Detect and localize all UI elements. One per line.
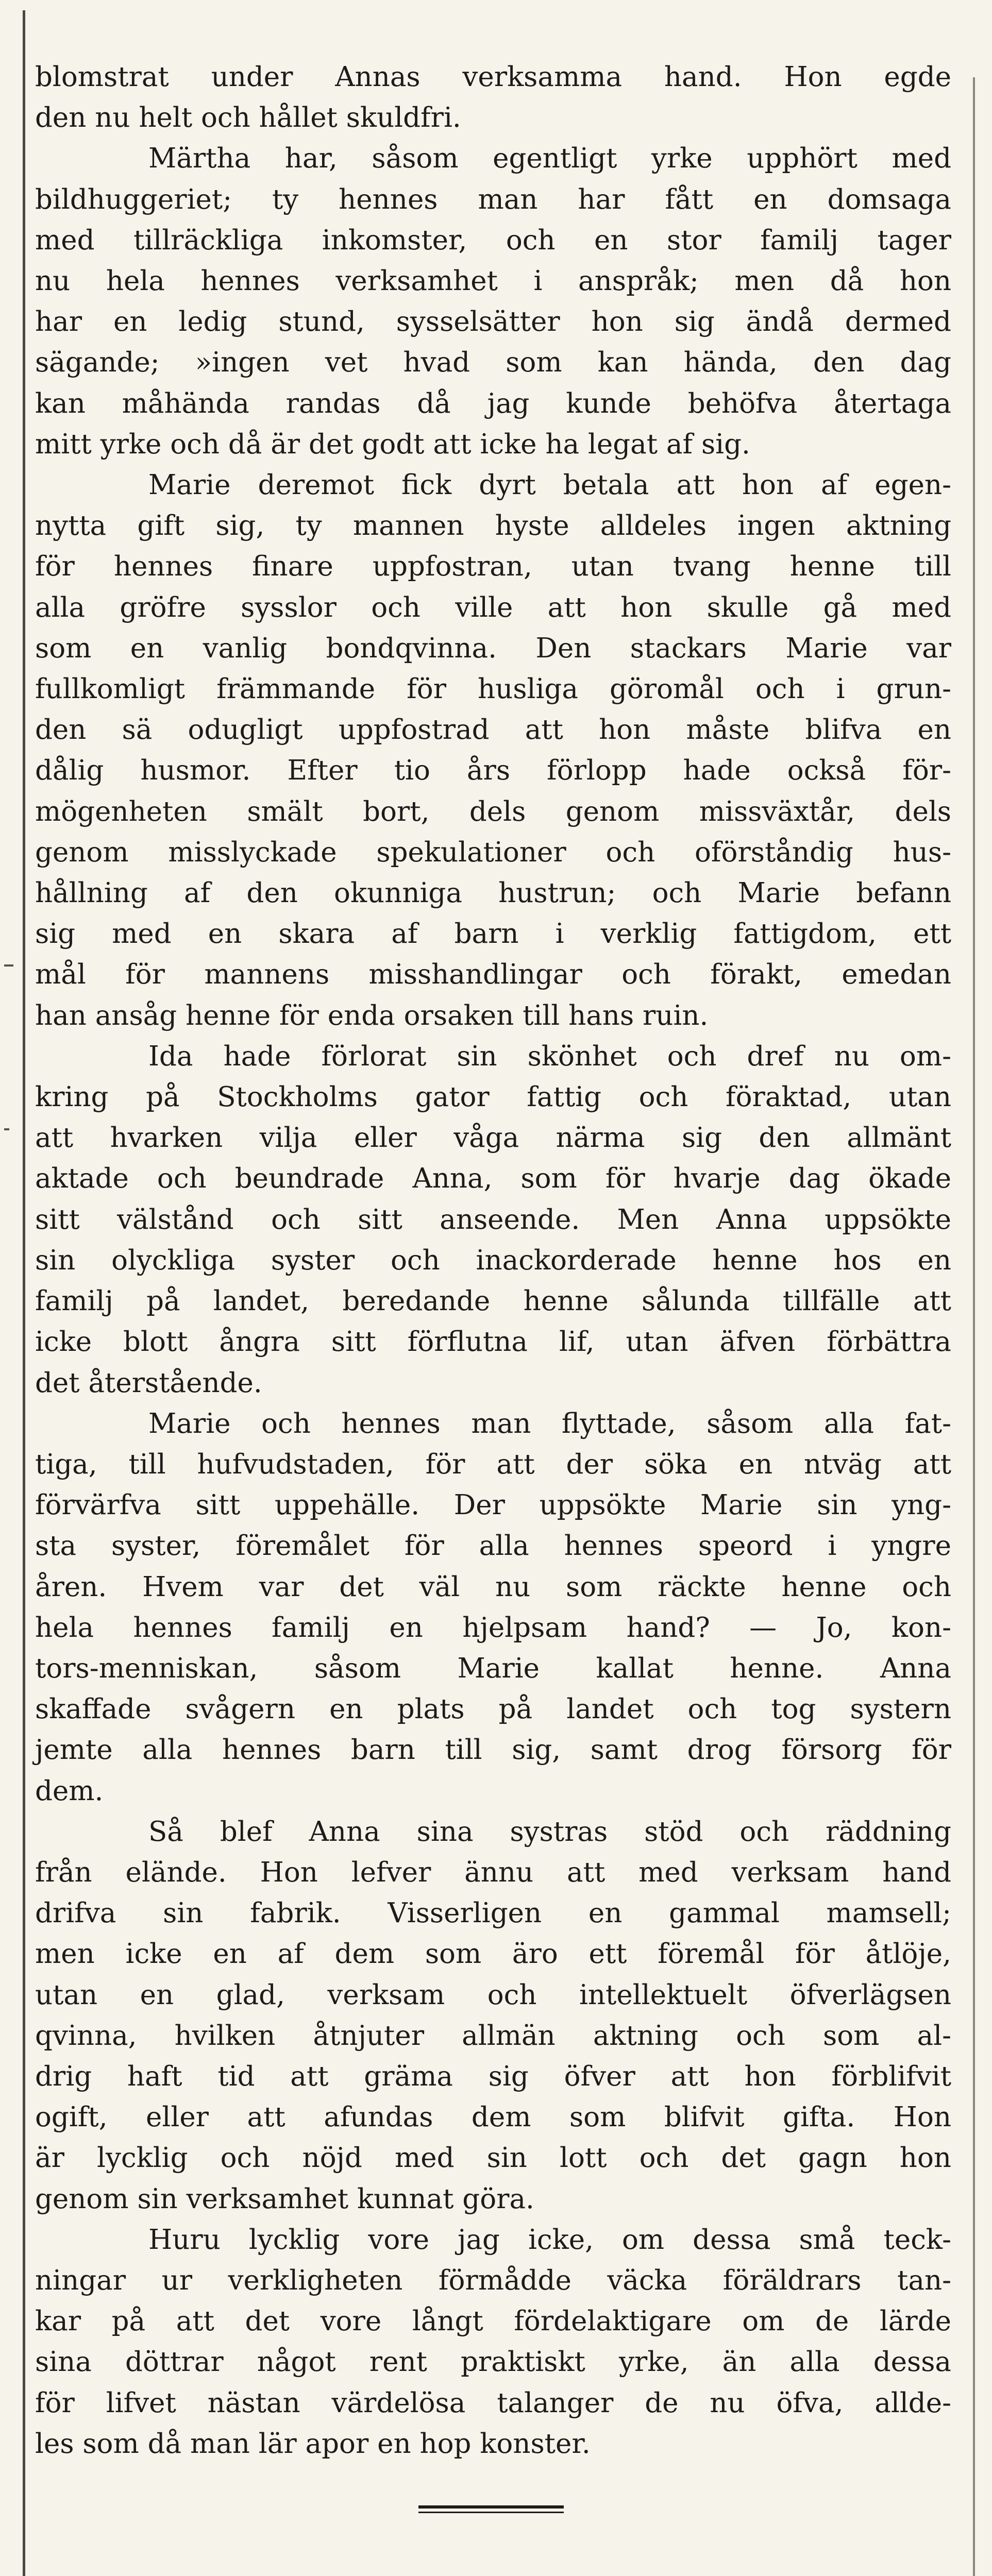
- text-line: sta syster, föremålet för alla hennes speord i yngre: [35, 1530, 951, 1562]
- text-line: ningar ur verkligheten förmådde väcka föräldrars tan-: [35, 2264, 951, 2296]
- text-line: dem.: [35, 1775, 104, 1807]
- closing-rule-bar: [418, 2505, 564, 2509]
- text-line: kar på att det vore långt fördelaktigare om de lärde: [35, 2306, 951, 2337]
- text-line: utan en glad, verksam och intellektuelt öfverlägsen: [35, 1979, 951, 2011]
- left-column-rule: [23, 10, 25, 2576]
- text-line: mål för mannens misshandlingar och förakt, emedan: [35, 959, 951, 991]
- text-line: Marie deremot fick dyrt betala att hon af egen-: [148, 469, 951, 501]
- closing-rule-bar: [418, 2512, 564, 2513]
- text-line: mitt yrke och då är det godt att icke ha legat af sig.: [35, 428, 750, 460]
- article-column: [35, 57, 951, 2464]
- article-paragraph: [35, 57, 951, 138]
- text-line: är lycklig och nöjd med sin lott och det gagn hon: [35, 2142, 951, 2174]
- text-line: genom sin verksamhet kunnat göra.: [35, 2183, 534, 2215]
- text-line: för lifvet nästan värdelösa talanger de nu öfva, allde-: [35, 2387, 951, 2419]
- text-line: åren. Hvem var det väl nu som räckte henne och: [35, 1571, 951, 1603]
- text-line: blomstrat under Annas verksamma hand. Hon egde: [35, 61, 951, 93]
- margin-mark: [4, 964, 13, 967]
- text-line: det återstående.: [35, 1367, 262, 1399]
- right-column-rule: [973, 77, 975, 2576]
- article-paragraph: [35, 2219, 951, 2464]
- text-line: ogift, eller att afundas dem som blifvit gifta. Hon: [35, 2102, 951, 2133]
- text-line: alla gröfre sysslor och ville att hon skulle gå med: [35, 591, 951, 623]
- text-line: sitt välstånd och sitt anseende. Men Anna uppsökte: [35, 1204, 951, 1235]
- text-line: Ida hade förlorat sin skönhet och dref nu om-: [148, 1040, 951, 1072]
- text-line: drig haft tid att gräma sig öfver att hon förblifvit: [35, 2060, 951, 2092]
- article-paragraph: [35, 1811, 951, 2219]
- text-line: qvinna, hvilken åtnjuter allmän aktning och som al-: [35, 2020, 951, 2052]
- text-line: förvärfva sitt uppehälle. Der uppsökte Marie sin yng-: [35, 1489, 951, 1521]
- text-line: tiga, till hufvudstaden, för att der söka en ntväg att: [35, 1448, 951, 1480]
- text-line: kring på Stockholms gator fattig och föraktad, utan: [35, 1081, 951, 1113]
- text-line: den nu helt och hållet skuldfri.: [35, 102, 461, 134]
- text-line: hållning af den okunniga hustrun; och Marie befann: [35, 877, 951, 909]
- text-line: Marie och hennes man flyttade, såsom alla fat-: [148, 1408, 951, 1439]
- text-line: genom misslyckade spekulationer och oförståndig hus-: [35, 836, 951, 868]
- text-line: hela hennes familj en hjelpsam hand? — Jo, kon-: [35, 1612, 951, 1643]
- text-line: icke blott ångra sitt förflutna lif, utan äfven förbättra: [35, 1326, 951, 1358]
- text-line: nytta gift sig, ty mannen hyste alldeles ingen aktning: [35, 510, 951, 542]
- text-line: tors-menniskan, såsom Marie kallat henne. Anna: [35, 1652, 951, 1684]
- text-line: med tillräckliga inkomster, och en stor familj tager: [35, 224, 951, 256]
- text-line: han ansåg henne för enda orsaken till hans ruin.: [35, 999, 709, 1031]
- text-line: skaffade svågern en plats på landet och tog systern: [35, 1693, 951, 1725]
- text-line: dålig husmor. Efter tio års förlopp hade också för-: [35, 755, 951, 787]
- text-line: Märtha har, såsom egentligt yrke upphört med: [148, 143, 951, 175]
- article-paragraph: [35, 1036, 951, 1403]
- article-paragraph: [35, 138, 951, 465]
- closing-rule: [418, 2505, 564, 2516]
- margin-mark: [4, 1128, 9, 1130]
- text-line: aktade och beundrade Anna, som för hvarje dag ökade: [35, 1163, 951, 1195]
- text-line: mögenheten smält bort, dels genom missväxtår, dels: [35, 795, 951, 827]
- text-line: Huru lycklig vore jag icke, om dessa små teck-: [148, 2224, 951, 2256]
- article-paragraph: [35, 465, 951, 1036]
- text-line: les som då man lär apor en hop konster.: [35, 2428, 591, 2460]
- article-paragraph: [35, 1403, 951, 1811]
- text-line: familj på landet, beredande henne sålunda tillfälle att: [35, 1285, 951, 1317]
- text-line: nu hela hennes verksamhet i anspråk; men då hon: [35, 265, 951, 297]
- text-line: att hvarken vilja eller våga närma sig den allmänt: [35, 1122, 951, 1154]
- text-line: sig med en skara af barn i verklig fattigdom, ett: [35, 918, 951, 950]
- text-line: kan måhända randas då jag kunde behöfva återtaga: [35, 387, 951, 419]
- text-line: för hennes finare uppfostran, utan tvang henne till: [35, 551, 951, 583]
- text-line: den sä odugligt uppfostrad att hon måste blifva en: [35, 714, 951, 746]
- text-line: fullkomligt främmande för husliga göromål och i grun-: [35, 673, 951, 705]
- text-line: från elände. Hon lefver ännu att med verksam hand: [35, 1856, 951, 1888]
- text-line: drifva sin fabrik. Visserligen en gammal mamsell;: [35, 1897, 951, 1929]
- text-line: sin olyckliga syster och inackorderade henne hos en: [35, 1244, 951, 1276]
- text-line: har en ledig stund, sysselsätter hon sig ändå dermed: [35, 306, 951, 338]
- text-line: jemte alla hennes barn till sig, samt drog försorg för: [35, 1734, 951, 1766]
- text-line: bildhuggeriet; ty hennes man har fått en domsaga: [35, 183, 951, 215]
- text-line: sina döttrar något rent praktiskt yrke, än alla dessa: [35, 2346, 951, 2378]
- text-line: sägande; »ingen vet hvad som kan hända, den dag: [35, 347, 951, 379]
- text-line: men icke en af dem som äro ett föremål för åtlöje,: [35, 1938, 951, 1970]
- text-line: Så blef Anna sina systras stöd och räddning: [148, 1816, 951, 1848]
- text-line: som en vanlig bondqvinna. Den stackars Marie var: [35, 632, 951, 664]
